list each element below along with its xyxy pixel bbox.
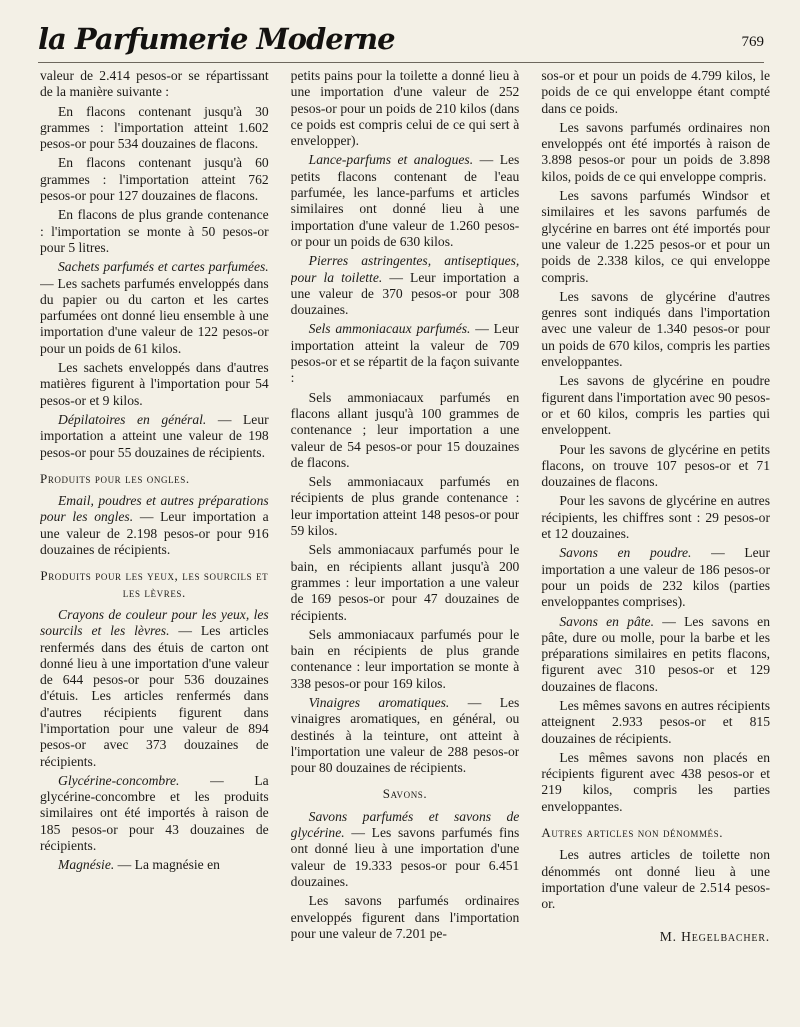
item-text: — Leur importation a une valeur de 186 pesos-or pour un poids de 232 kilos (parties enveloppantes comprises). <box>541 545 771 610</box>
column-3 <box>541 68 770 1018</box>
paragraph: valeur de 2.414 pesos-or se répartissant de la manière suivante : <box>40 68 269 100</box>
item-text: — La magnésie en <box>114 857 220 873</box>
paragraph: Les savons parfumés ordinaires non enveloppés ont été importés à raison de 3.898 pesos-or pour un poids de 3.898 kilos, poids de ce qui enveloppe compris. <box>541 119 771 184</box>
paragraph <box>291 809 520 890</box>
header-rule <box>38 62 764 63</box>
paragraph: Les mêmes savons non placés en récipients figurent avec 438 pesos-or et 219 kilos, compris les parties enveloppantes. <box>541 749 771 814</box>
paragraph: En flacons contenant jusqu'à 60 grammes : l'importation atteint 762 pesos-or pour 127 douzaines de flacons. <box>40 155 269 204</box>
paragraph <box>40 259 269 357</box>
paragraph: petits pains pour la toilette a donné lieu à une importation d'une valeur de 252 pesos-or pour un poids de 210 kilos (dans ce poids est compris celui de ce qui sert à envelopper). <box>290 68 520 149</box>
paragraph <box>40 412 269 461</box>
masthead-title: la Parfumerie Moderne <box>38 22 395 56</box>
item-title: Magnésie. <box>58 857 115 873</box>
item-title: Savons parfumés et savons de glycérine. <box>290 808 520 841</box>
paragraph: Pour les savons de glycérine en petits flacons, on trouve 107 pesos-or et 71 douzaines de flacons. <box>541 441 771 490</box>
section-heading: Autres articles non dénommés. <box>541 825 724 841</box>
item-title: Lance-parfums et analogues. <box>308 152 474 168</box>
paragraph: Sels ammoniacaux parfumés pour le bain en récipients de plus grande contenance : leur importation se monte à 338 pesos-or pour 169 kilos. <box>290 626 520 691</box>
item-title: Glycérine-concombre. <box>58 772 180 788</box>
item-text: — Les articles renfermés dans des étuis de carton ont donné lieu à une importation d'une valeur de 644 pesos-or pour 536 douzaines d'étuis. Les articles renfermés dans d'autres récipients figurent dans l'importation pour une valeur de 894 pesos-or avec 373 douzaines de récipients. <box>40 623 269 769</box>
item-text: — Les petits flacons contenant de l'eau parfumée, les lance-parfums et articles similaires ont donné lieu à une importation d'une valeur de 1.260 pesos-or pour un poids de 630 kilos. <box>290 152 520 249</box>
paragraph: Les savons de glycérine en poudre figurent dans l'importation avec 90 pesos-or et 60 kilos, compris les parties qui enveloppent. <box>541 373 771 438</box>
paragraph <box>291 695 520 776</box>
item-title: Savons en poudre. <box>559 545 692 561</box>
article-body <box>40 68 770 1018</box>
paragraph <box>291 253 520 318</box>
item-text: — La glycérine-concombre et les produits similaires ont été importés à raison de 185 pesos-or pour 43 douzaines de récipients. <box>40 772 269 854</box>
author-signature: M. Hegelbacher. <box>659 928 771 944</box>
paragraph <box>541 614 770 695</box>
paragraph <box>291 321 520 386</box>
item-title: Savons en pâte. <box>559 613 654 629</box>
paragraph <box>40 493 269 558</box>
paragraph: Les savons parfumés Windsor et similaires et les savons parfumés de glycérine en barres ont été importés pour une valeur de 1.225 pesos-or et pour un poids de 2.338 kilos, ce qui enveloppe compris. <box>541 188 771 285</box>
item-title: Sachets parfumés et cartes parfumées. <box>58 259 269 275</box>
item-text: — Leur importation a une valeur de 370 pesos-or pour 308 douzaines. <box>290 269 520 318</box>
paragraph: En flacons de plus grande contenance : l'importation se monte à 50 pesos-or pour 5 litres. <box>40 207 269 255</box>
column-1 <box>40 68 269 1018</box>
paragraph: En flacons contenant jusqu'à 30 grammes : l'importation atteint 1.602 pesos-or pour 534 douzaines de flacons. <box>40 103 269 152</box>
item-title: Pierres astringentes, antiseptiques, pour la toilette. <box>290 253 520 285</box>
paragraph: Sels ammoniacaux parfumés en récipients de plus grande contenance : leur importation atteint 148 pesos-or pour 59 kilos. <box>290 474 520 539</box>
paragraph: sos-or et pour un poids de 4.799 kilos, le poids de ce qui enveloppe étant compté dans ce poids. <box>541 68 771 116</box>
item-title: Vinaigres aromatiques. <box>308 694 450 710</box>
item-text: — Les sachets parfumés enveloppés dans du papier ou du carton et les cartes parfumées ont donné lieu ensemble à une importation d'une valeur de 122 pesos-or pour un poids de 61 kilos. <box>40 275 269 356</box>
section-heading: Produits pour les yeux, les sourcils et les lèvres. <box>40 568 269 600</box>
paragraph <box>40 857 269 873</box>
item-text: — Leur importation atteint la valeur de 709 pesos-or et se répartit de la façon suivante : <box>290 321 520 386</box>
column-2 <box>291 68 520 1018</box>
page-number: 769 <box>741 34 764 50</box>
item-title: Crayons de couleur pour les yeux, les sourcils et les lèvres. <box>40 606 269 639</box>
paragraph: Les savons de glycérine d'autres genres sont indiqués dans l'importation avec une valeur de 1.340 pesos-or pour un poids de 670 kilos, compris les parties enveloppantes. <box>541 288 771 370</box>
paragraph: Les sachets enveloppés dans d'autres matières figurent à l'importation pour 54 pesos-or et 9 kilos. <box>40 360 269 408</box>
item-title: Sels ammoniacaux parfumés. <box>308 321 471 337</box>
item-title: Dépilatoires en général. <box>58 411 207 427</box>
paragraph: Sels ammoniacaux parfumés pour le bain, en récipients allant jusqu'à 200 grammes : leur importation a une valeur de 169 pesos-or pour 47 douzaines de récipients. <box>290 542 520 623</box>
item-text: — Les vinaigres aromatiques, en général, ou destinés à la teinture, ont atteint à l'importation une valeur de 288 pesos-or pour 80 douzaines de récipients. <box>290 694 520 776</box>
paragraph: Pour les savons de glycérine en autres récipients, les chiffres sont : 29 pesos-or et 12 douzaines. <box>541 493 771 542</box>
item-text: — Les savons en pâte, dure ou molle, pour la barbe et les préparations similaires en petits flacons, figurent avec 310 pesos-or et 129 douzaines de flacons. <box>541 613 771 694</box>
paragraph <box>40 607 269 770</box>
item-title: Email, poudres et autres préparations pour les ongles. <box>40 493 269 525</box>
item-text: — Leur importation a une valeur de 2.198 pesos-or pour 916 douzaines de récipients. <box>40 509 269 558</box>
paragraph: Les mêmes savons en autres récipients atteignent 2.933 pesos-or et 815 douzaines de récipients. <box>541 697 771 746</box>
paragraph: Les autres articles de toilette non dénommés ont donné lieu à une importation d'une valeur de 2.514 pesos-or. <box>541 847 771 912</box>
paragraph <box>291 152 520 250</box>
paragraph: Sels ammoniacaux parfumés en flacons allant jusqu'à 100 grammes de contenance ; leur importation a une valeur de 54 pesos-or pour 15 douzaines de flacons. <box>290 389 520 470</box>
section-heading: Produits pour les ongles. <box>40 470 190 486</box>
paragraph <box>40 773 269 854</box>
item-text: — Leur importation a atteint une valeur de 198 pesos-or pour 55 douzaines de récipients. <box>40 411 269 460</box>
section-heading: Savons. <box>382 786 428 802</box>
paragraph: Les savons parfumés ordinaires enveloppés figurent dans l'importation pour une valeur de 7.201 pe- <box>290 893 520 941</box>
paragraph <box>541 545 770 610</box>
item-text: — Les savons parfumés fins ont donné lieu à une importation d'une valeur de 19.333 pesos-or pour 6.451 douzaines. <box>290 825 520 889</box>
